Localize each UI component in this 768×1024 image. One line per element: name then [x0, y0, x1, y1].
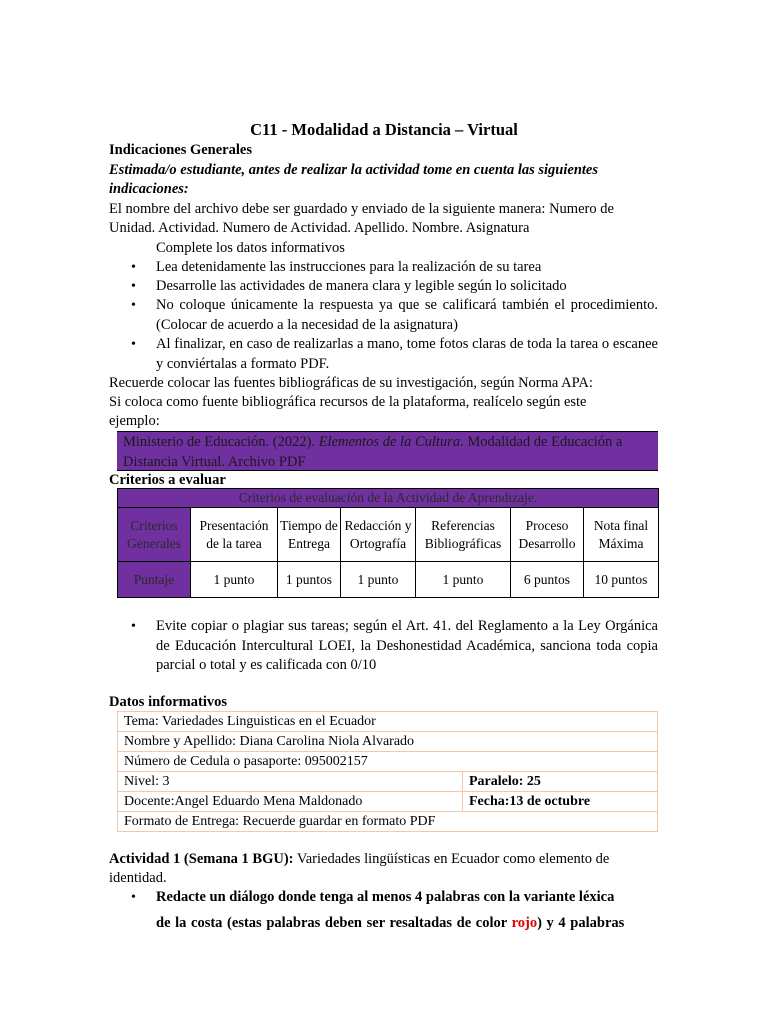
- datos-docente: Docente:Angel Eduardo Mena Maldonado: [118, 792, 463, 812]
- score-cell: 10 puntos: [584, 562, 659, 598]
- bullet-item: Lea detenidamente las instrucciones para la realización de su tarea: [156, 259, 542, 275]
- datos-tema: Tema: Variedades Linguisticas en el Ecuador: [118, 712, 658, 732]
- file-name-line-1: El nombre del archivo debe ser guardado y enviado de la siguiente manera: Numero de: [109, 201, 614, 217]
- platform-line-1: Si coloca como fuente bibliográfica recursos de la plataforma, realícelo según este: [109, 394, 587, 410]
- criteria-column: Proceso Desarrollo: [511, 508, 584, 562]
- bullet-icon: •: [131, 619, 136, 634]
- datos-formato: Formato de Entrega: Recuerde guardar en formato PDF: [118, 812, 658, 832]
- datos-cedula: Número de Cedula o pasaporte: 095002157: [118, 752, 658, 772]
- bullet-item: No coloque únicamente la respuesta ya que se calificará también el procedimiento. (Colocar de acuerdo a la necesidad de la asignatura): [156, 297, 658, 333]
- intro-line-1: Estimada/o estudiante, antes de realizar la actividad tome en cuenta las siguientes: [109, 162, 598, 178]
- score-row-header: Puntaje: [118, 562, 191, 598]
- red-word: rojo: [511, 915, 538, 931]
- datos-fecha: Fecha:13 de octubre: [463, 792, 658, 812]
- activity-text: Variedades lingüísticas en Ecuador como elemento de: [293, 851, 610, 867]
- reference-part-2: . Modalidad de Educación a Distancia Virtual. Archivo PDF: [123, 434, 623, 470]
- criteria-table: [117, 488, 659, 598]
- platform-line-2: ejemplo:: [109, 413, 160, 429]
- activity-line-2: identidad.: [109, 870, 167, 886]
- bullet-item: Desarrolle las actividades de manera clara y legible según lo solicitado: [156, 278, 567, 294]
- activity-bullet-line-1: Redacte un diálogo donde tenga al menos 4 palabras con la variante léxica: [156, 889, 615, 905]
- bullet-icon: •: [131, 298, 136, 313]
- reference-part-1: Ministerio de Educación. (2022).: [123, 434, 319, 450]
- datos-paralelo: Paralelo: 25: [463, 772, 658, 792]
- activity-bullet-line-2: [156, 914, 658, 934]
- activity-bullet-text-b: ) y 4 palabras: [537, 915, 625, 931]
- bullet-item: Al finalizar, en caso de realizarlas a mano, tome fotos claras de toda la tarea o escanee y conviértalas a formato PDF.: [156, 336, 658, 372]
- file-name-line-2: Unidad. Actividad. Numero de Actividad. Apellido. Nombre. Asignatura: [109, 220, 530, 236]
- criteria-heading: Criterios a evaluar: [109, 472, 226, 488]
- activity-line-1: [109, 850, 658, 870]
- datos-table: [117, 711, 658, 832]
- criteria-row-header: Criterios Generales: [118, 508, 191, 562]
- activity-label: Actividad 1 (Semana 1 BGU):: [109, 851, 294, 867]
- criteria-table-title: Criterios de evaluación de la Actividad de Aprendizaje.: [118, 489, 659, 508]
- criteria-column: Tiempo de Entrega: [278, 508, 341, 562]
- datos-nivel: Nivel: 3: [118, 772, 463, 792]
- criteria-column: Presentación de la tarea: [191, 508, 278, 562]
- datos-nombre: Nombre y Apellido: Diana Carolina Niola Alvarado: [118, 732, 658, 752]
- datos-instruction: Complete los datos informativos: [156, 240, 345, 256]
- general-heading: Indicaciones Generales: [109, 142, 252, 158]
- page-title: C11 - Modalidad a Distancia – Virtual: [250, 120, 518, 139]
- score-cell: 1 punto: [341, 562, 416, 598]
- reference-example: [117, 431, 658, 471]
- criteria-column: Referencias Bibliográficas: [416, 508, 511, 562]
- apa-line: Recuerde colocar las fuentes bibliográficas de su investigación, según Norma APA:: [109, 375, 593, 391]
- bullet-icon: •: [131, 260, 136, 275]
- reference-italic-title: Elementos de la Cultura: [318, 434, 461, 450]
- bullet-icon: •: [131, 337, 136, 352]
- bullet-icon: •: [131, 279, 136, 294]
- score-cell: 1 punto: [191, 562, 278, 598]
- bullet-icon: •: [131, 890, 136, 905]
- criteria-column: Redacción y Ortografía: [341, 508, 416, 562]
- score-cell: 1 punto: [416, 562, 511, 598]
- plagiarism-warning: Evite copiar o plagiar sus tareas; según el Art. 41. del Reglamento a la Ley Orgánica de Educación Intercultural LOEI, la Deshonestidad Académica, sanciona toda copia parcial o total y es calificada con 0/10: [156, 618, 658, 673]
- intro-line-2: indicaciones:: [109, 181, 189, 197]
- score-cell: 1 puntos: [278, 562, 341, 598]
- score-cell: 6 puntos: [511, 562, 584, 598]
- activity-bullet-text-a: de la costa (estas palabras deben ser resaltadas de color: [156, 915, 512, 931]
- datos-heading: Datos informativos: [109, 694, 228, 710]
- criteria-column: Nota final Máxima: [584, 508, 659, 562]
